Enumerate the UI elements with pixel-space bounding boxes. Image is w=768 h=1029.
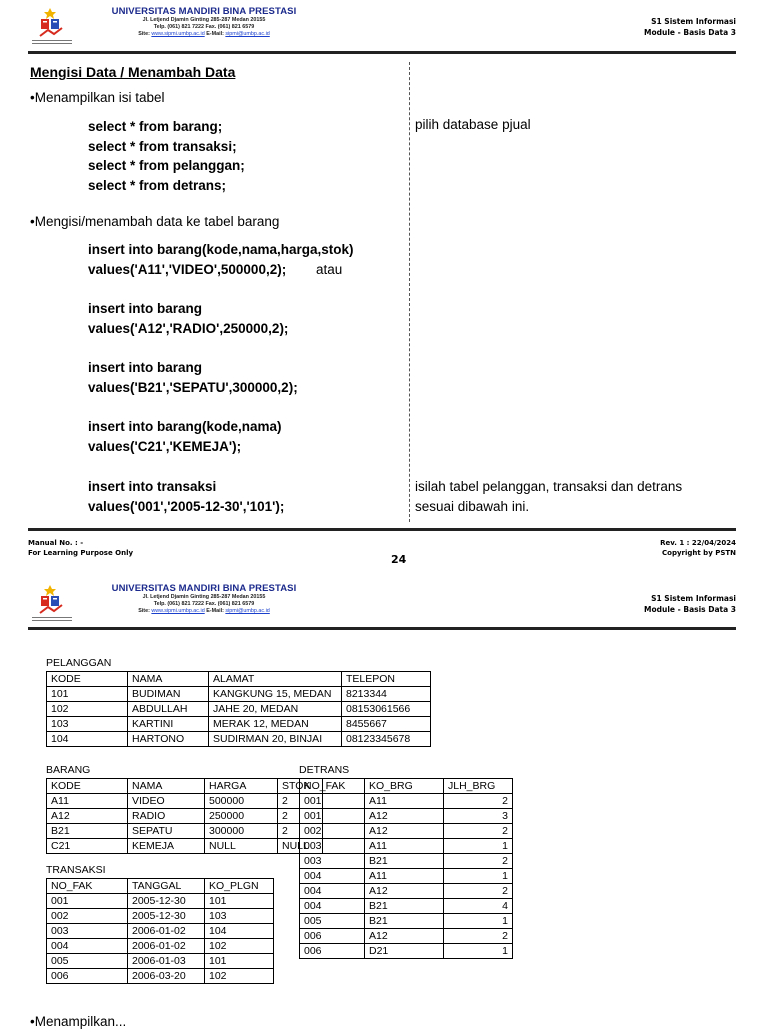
table-cell: A12 — [365, 884, 444, 899]
university-logo-icon — [28, 6, 76, 50]
column-header: ALAMAT — [209, 672, 342, 687]
table-row — [300, 824, 513, 839]
column-header: KODE — [47, 779, 128, 794]
table-cell: 2 — [278, 809, 323, 824]
table-cell: 102 — [205, 939, 274, 954]
column-header: KODE — [47, 672, 128, 687]
table-cell: 2006-03-20 — [128, 969, 205, 984]
table-cell: 006 — [300, 929, 365, 944]
table-cell: KARTINI — [128, 717, 209, 732]
table-transaksi — [46, 878, 274, 984]
code-line: select * from pelanggan; — [88, 158, 245, 173]
table-row — [47, 794, 323, 809]
footer-left — [28, 538, 133, 558]
code-line: select * from barang; — [88, 119, 223, 134]
table-cell: BUDIMAN — [128, 687, 209, 702]
table-cell: SUDIRMAN 20, BINJAI — [209, 732, 342, 747]
insert-code-block-5 — [88, 477, 284, 516]
email-link[interactable]: sipmi@umbp.ac.id — [225, 608, 270, 614]
table-row — [47, 809, 323, 824]
table-caption-detrans: DETRANS — [299, 764, 350, 776]
table-cell: A12 — [365, 824, 444, 839]
code-line: values('A12','RADIO',250000,2); — [88, 320, 289, 336]
table-cell: B21 — [47, 824, 128, 839]
table-cell: A12 — [365, 809, 444, 824]
table-cell: 2 — [444, 929, 513, 944]
table-cell: 003 — [47, 924, 128, 939]
table-row — [47, 687, 431, 702]
table-row — [300, 914, 513, 929]
footer-rule — [28, 528, 736, 531]
table-cell: 104 — [205, 924, 274, 939]
university-info — [84, 583, 324, 615]
select-code-block — [88, 117, 245, 195]
site-link[interactable]: www.sipmi.umbp.ac.id — [151, 31, 205, 37]
copyright: Copyright by PSTN — [662, 549, 736, 557]
column-header: NAMA — [128, 779, 205, 794]
manual-number: Manual No. : - — [28, 539, 84, 547]
table-caption-pelanggan: PELANGGAN — [46, 657, 112, 669]
column-header: NAMA — [128, 672, 209, 687]
table-cell: 2006-01-03 — [128, 954, 205, 969]
university-name: UNIVERSITAS MANDIRI BINA PRESTASI — [111, 583, 297, 594]
table-cell: 101 — [205, 954, 274, 969]
section-title: Mengisi Data / Menambah Data — [30, 64, 236, 80]
table-cell: 1 — [444, 914, 513, 929]
table-barang — [46, 778, 323, 854]
table-cell: 1 — [444, 839, 513, 854]
table-cell: 104 — [47, 732, 128, 747]
module-info — [644, 593, 736, 615]
note-line: isilah tabel pelanggan, transaksi dan detrans — [415, 479, 683, 494]
table-cell: 2 — [444, 824, 513, 839]
header-rule — [28, 627, 736, 630]
column-header: TELEPON — [342, 672, 431, 687]
site-label: Site: — [138, 608, 150, 614]
table-cell: NULL — [278, 839, 323, 854]
table-cell: 002 — [300, 824, 365, 839]
insert-code-block-2 — [88, 299, 288, 338]
column-divider — [409, 62, 410, 522]
table-cell: 2 — [278, 824, 323, 839]
table-cell: 002 — [47, 909, 128, 924]
table-cell: 006 — [47, 969, 128, 984]
table-cell: A11 — [365, 839, 444, 854]
table-row — [47, 924, 274, 939]
column-header: NO_FAK — [300, 779, 365, 794]
table-cell: D21 — [365, 944, 444, 959]
atau-text: atau — [315, 261, 343, 277]
table-cell: 103 — [47, 717, 128, 732]
program-name: S1 Sistem Informasi — [651, 594, 736, 603]
table-cell: 004 — [300, 869, 365, 884]
university-logo-icon — [28, 583, 76, 627]
table-row — [300, 839, 513, 854]
bullet-insert-data: •Mengisi/menambah data ke tabel barang — [30, 214, 280, 229]
table-cell: B21 — [365, 854, 444, 869]
table-cell: 250000 — [205, 809, 278, 824]
table-cell: 3 — [444, 809, 513, 824]
table-row — [47, 702, 431, 717]
bullet-show-table: •Menampilkan isi tabel — [30, 90, 165, 105]
column-header: TANGGAL — [128, 879, 205, 894]
table-cell: 005 — [300, 914, 365, 929]
table-header-row — [47, 879, 274, 894]
code-line — [88, 260, 354, 280]
code-line: insert into transaksi — [88, 479, 217, 494]
site-link[interactable]: www.sipmi.umbp.ac.id — [151, 608, 205, 614]
table-row — [300, 884, 513, 899]
insert-code-block-3 — [88, 358, 298, 397]
table-cell: JAHE 20, MEDAN — [209, 702, 342, 717]
code-line: values('C21','KEMEJA'); — [88, 438, 242, 454]
table-row — [47, 954, 274, 969]
table-row — [47, 909, 274, 924]
table-cell: 004 — [47, 939, 128, 954]
table-cell: 2 — [444, 794, 513, 809]
learning-purpose: For Learning Purpose Only — [28, 549, 134, 557]
table-row — [300, 854, 513, 869]
table-cell: 103 — [205, 909, 274, 924]
table-header-row — [300, 779, 513, 794]
table-cell: A11 — [47, 794, 128, 809]
revision: Rev. 1 : 22/04/2024 — [660, 539, 736, 547]
table-cell: 2006-01-02 — [128, 939, 205, 954]
table-caption-barang: BARANG — [46, 764, 91, 776]
table-pelanggan — [46, 671, 431, 747]
table-row — [47, 732, 431, 747]
table-cell: 1 — [444, 869, 513, 884]
university-phone: Telp. (061) 821 7222 Fax. (061) 821 6579 — [153, 24, 255, 30]
table-cell: SEPATU — [128, 824, 205, 839]
page-number: 24 — [391, 553, 407, 566]
table-cell: B21 — [365, 899, 444, 914]
code-line: insert into barang(kode,nama) — [88, 419, 282, 434]
table-cell: 101 — [205, 894, 274, 909]
university-info — [84, 6, 324, 38]
table-caption-transaksi: TRANSAKSI — [46, 864, 106, 876]
table-row — [300, 929, 513, 944]
table-cell: B21 — [365, 914, 444, 929]
code-line: insert into barang(kode,nama,harga,stok) — [88, 242, 354, 257]
table-cell: 2005-12-30 — [128, 894, 205, 909]
code-line: insert into barang — [88, 360, 203, 375]
code-line: values('B21','SEPATU',300000,2); — [88, 379, 298, 395]
column-header: KO_BRG — [365, 779, 444, 794]
table-row — [47, 894, 274, 909]
table-cell: 101 — [47, 687, 128, 702]
table-detrans — [299, 778, 513, 959]
next-page-text: •Menampilkan... — [30, 1014, 127, 1029]
table-cell: MERAK 12, MEDAN — [209, 717, 342, 732]
email-label: E-Mail: — [206, 608, 224, 614]
table-cell: 08153061566 — [342, 702, 431, 717]
table-row — [47, 717, 431, 732]
table-row — [300, 944, 513, 959]
university-name: UNIVERSITAS MANDIRI BINA PRESTASI — [111, 6, 297, 17]
table-cell: 2 — [278, 794, 323, 809]
table-cell: 006 — [300, 944, 365, 959]
table-cell: KANGKUNG 15, MEDAN — [209, 687, 342, 702]
table-cell: A11 — [365, 869, 444, 884]
table-cell: 004 — [300, 899, 365, 914]
table-cell: 8455667 — [342, 717, 431, 732]
table-cell: A12 — [47, 809, 128, 824]
table-header-row — [47, 672, 431, 687]
table-row — [300, 794, 513, 809]
insert-code-block-1 — [88, 240, 354, 279]
table-cell: A11 — [365, 794, 444, 809]
table-cell: 1 — [444, 944, 513, 959]
table-cell: 003 — [300, 839, 365, 854]
table-cell: RADIO — [128, 809, 205, 824]
table-cell: 003 — [300, 854, 365, 869]
code-value: values('A11','VIDEO',500000,2); — [88, 261, 287, 277]
column-header: KO_PLGN — [205, 879, 274, 894]
table-cell: ABDULLAH — [128, 702, 209, 717]
table-cell: C21 — [47, 839, 128, 854]
email-link[interactable]: sipmi@umbp.ac.id — [225, 31, 270, 37]
table-cell: 005 — [47, 954, 128, 969]
column-header: JLH_BRG — [444, 779, 513, 794]
university-address: Jl. Letjend Djamin Ginting 285-287 Medan 20155 — [142, 594, 266, 600]
page-header — [28, 6, 736, 50]
table-row — [47, 839, 323, 854]
code-line: values('001','2005-12-30','101'); — [88, 498, 285, 514]
table-cell: 001 — [47, 894, 128, 909]
insert-code-block-4 — [88, 417, 282, 456]
table-row — [47, 969, 274, 984]
site-label: Site: — [138, 31, 150, 37]
table-header-row — [47, 779, 323, 794]
table-cell: 102 — [47, 702, 128, 717]
table-cell: KEMEJA — [128, 839, 205, 854]
note-line: sesuai dibawah ini. — [415, 498, 530, 514]
table-cell: 2005-12-30 — [128, 909, 205, 924]
module-name: Module - Basis Data 3 — [644, 28, 736, 37]
table-cell: 2006-01-02 — [128, 924, 205, 939]
page-header — [28, 583, 736, 627]
table-cell: 001 — [300, 794, 365, 809]
table-row — [300, 869, 513, 884]
university-address: Jl. Letjend Djamin Ginting 285-287 Medan 20155 — [142, 17, 266, 23]
table-row — [47, 824, 323, 839]
code-line: select * from detrans; — [88, 177, 227, 193]
code-line: select * from transaksi; — [88, 138, 237, 154]
header-rule — [28, 51, 736, 54]
column-header: HARGA — [205, 779, 278, 794]
email-label: E-Mail: — [206, 31, 224, 37]
table-cell: HARTONO — [128, 732, 209, 747]
table-cell: 102 — [205, 969, 274, 984]
table-cell: VIDEO — [128, 794, 205, 809]
table-cell: 2 — [444, 854, 513, 869]
table-cell: A12 — [365, 929, 444, 944]
table-cell: 001 — [300, 809, 365, 824]
table-cell: 500000 — [205, 794, 278, 809]
table-cell: NULL — [205, 839, 278, 854]
table-cell: 004 — [300, 884, 365, 899]
module-info — [644, 16, 736, 38]
note-select-database: pilih database pjual — [415, 117, 531, 132]
table-cell: 08123345678 — [342, 732, 431, 747]
table-cell: 2 — [444, 884, 513, 899]
university-phone: Telp. (061) 821 7222 Fax. (061) 821 6579 — [153, 601, 255, 607]
table-row — [47, 939, 274, 954]
column-header: STOK — [278, 779, 323, 794]
column-header: NO_FAK — [47, 879, 128, 894]
footer-right — [660, 538, 736, 558]
table-cell: 8213344 — [342, 687, 431, 702]
table-row — [300, 809, 513, 824]
table-cell: 300000 — [205, 824, 278, 839]
program-name: S1 Sistem Informasi — [651, 17, 736, 26]
table-cell: 4 — [444, 899, 513, 914]
note-fill-tables — [415, 477, 682, 516]
table-row — [300, 899, 513, 914]
code-line: insert into barang — [88, 301, 203, 316]
module-name: Module - Basis Data 3 — [644, 605, 736, 614]
